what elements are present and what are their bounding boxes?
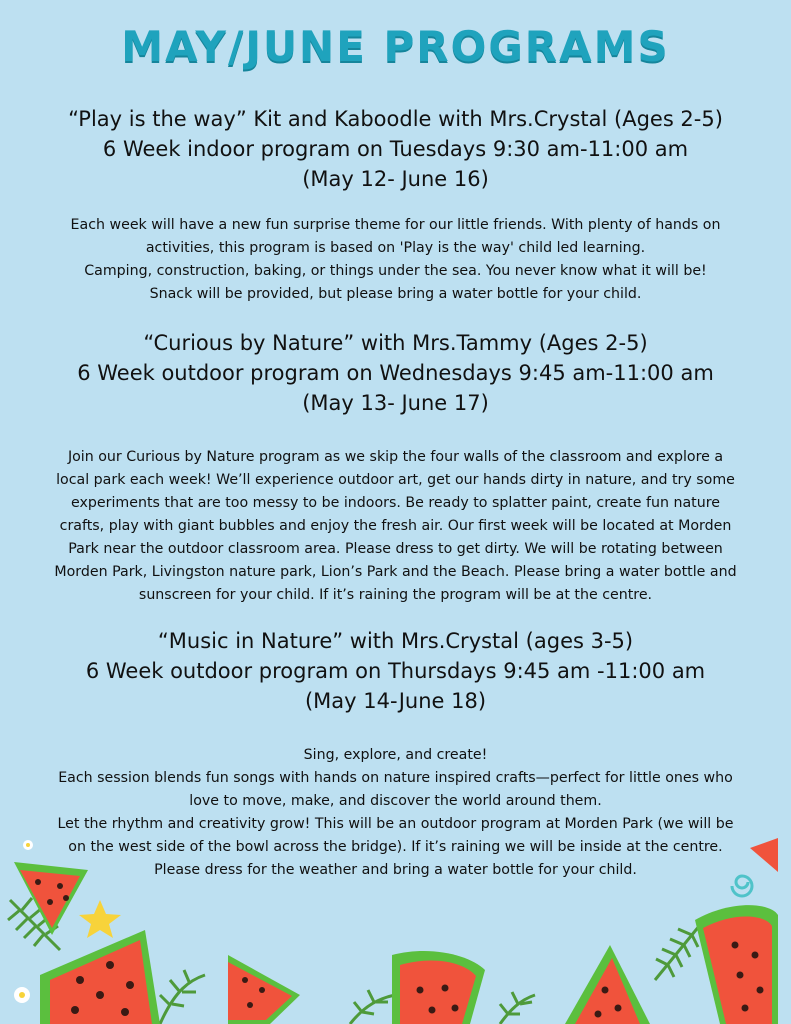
description-line: crafts, play with giant bubbles and enjoy the fresh air. Our first week will be located at Morden	[59, 518, 732, 534]
flower-icon	[14, 987, 30, 1003]
program-heading	[0, 104, 791, 194]
description-line: Camping, construction, baking, or things under the sea. You never know what it will be!	[84, 263, 707, 279]
watermelon-slice-icon	[228, 955, 300, 1024]
watermelon-slice-icon	[40, 930, 160, 1024]
palm-leaf-icon	[500, 992, 535, 1024]
program-title: “Music in Nature” with Mrs.Crystal (ages 3-5)	[157, 629, 634, 653]
program-dates: (May 13- June 17)	[302, 391, 489, 415]
watermelon-decoration	[0, 830, 791, 1024]
description-line: experiments that are too messy to be indoors. Be ready to splatter paint, create fun nature	[71, 495, 720, 511]
description-line: Morden Park, Livingston nature park, Lion’s Park and the Beach. Please bring a water bottle and	[54, 564, 737, 580]
program-curious-by-nature	[0, 328, 791, 607]
description-line: love to move, make, and discover the world around them.	[189, 793, 602, 809]
program-description	[0, 446, 791, 607]
description-line: local park each week! We’ll experience outdoor art, get our hands dirty in nature, and try some	[56, 472, 735, 488]
description-line: Sing, explore, and create!	[303, 747, 488, 763]
palm-leaf-icon	[350, 990, 395, 1024]
program-play-is-the-way	[0, 104, 791, 306]
program-description	[0, 214, 791, 306]
program-heading	[0, 626, 791, 716]
program-dates: (May 12- June 16)	[302, 167, 489, 191]
program-title: “Curious by Nature” with Mrs.Tammy (Ages 2-5)	[143, 331, 648, 355]
watermelon-slice-icon	[695, 905, 778, 1024]
starfish-icon	[79, 900, 121, 938]
watermelon-slice-icon	[750, 838, 778, 872]
program-dates: (May 14-June 18)	[304, 689, 487, 713]
description-line: Let the rhythm and creativity grow! This will be an outdoor program at Morden Park (we will be	[57, 816, 734, 832]
description-line: on the west side of the bowl across the bridge). If it’s raining we will be inside at the centre.	[68, 839, 723, 855]
spiral-shell-icon	[732, 876, 752, 896]
flower-icon	[23, 840, 33, 850]
watermelon-slice-icon	[14, 862, 88, 935]
description-line: Please dress for the weather and bring a water bottle for your child.	[154, 862, 637, 878]
program-title: “Play is the way” Kit and Kaboodle with Mrs.Crystal (Ages 2-5)	[68, 107, 723, 131]
palm-leaf-icon	[655, 925, 700, 980]
program-heading	[0, 328, 791, 418]
description-line: activities, this program is based on 'Play is the way' child led learning.	[145, 240, 646, 256]
description-line: Join our Curious by Nature program as we skip the four walls of the classroom and explore a	[67, 449, 724, 465]
page-title: MAY/JUNE PROGRAMS	[121, 22, 670, 71]
program-schedule: 6 Week indoor program on Tuesdays 9:30 am-11:00 am	[102, 137, 689, 161]
program-schedule: 6 Week outdoor program on Wednesdays 9:45 am-11:00 am	[77, 361, 714, 385]
palm-leaf-icon	[160, 970, 205, 1024]
description-line: Each session blends fun songs with hands on nature inspired crafts—perfect for little ones who	[58, 770, 733, 786]
watermelon-slice-icon	[565, 945, 650, 1024]
description-line: Park near the outdoor classroom area. Please dress to get dirty. We will be rotating between	[68, 541, 723, 557]
watermelon-slice-icon	[392, 951, 485, 1024]
description-line: Each week will have a new fun surprise theme for our little friends. With plenty of hands on	[70, 217, 721, 233]
program-schedule: 6 Week outdoor program on Thursdays 9:45 am -11:00 am	[85, 659, 706, 683]
description-line: Snack will be provided, but please bring a water bottle for your child.	[149, 286, 642, 302]
description-line: sunscreen for your child. If it’s raining the program will be at the centre.	[138, 587, 653, 603]
